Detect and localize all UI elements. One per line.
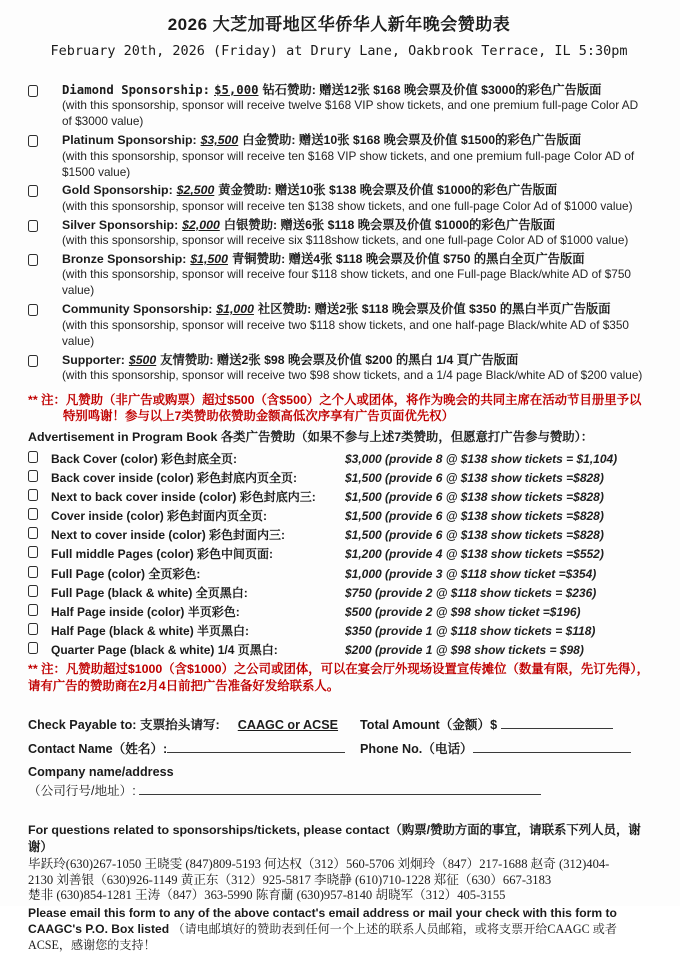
checkbox-cell (28, 217, 62, 249)
ad-option-label: Half Page (black & white) 半页黑白: (51, 623, 250, 638)
note-cochair (28, 392, 650, 425)
sponsorship-checkbox[interactable] (28, 355, 38, 367)
sponsorship-text (62, 182, 650, 214)
ad-option-price: $750 (provide 2 @ $118 show tickets = $236) (345, 585, 597, 600)
sponsorship-checkbox[interactable] (28, 185, 38, 197)
company-address-row (28, 781, 650, 801)
ad-option-checkbox[interactable] (28, 566, 38, 578)
contacts-heading: For questions related to sponsorships/tickets, please contact（购票/赞助方面的事宜，请联系下列人员，谢谢） (28, 823, 641, 855)
sponsorship-benefits-cn: 黄金赞助: 赠送10张 $138 晚会票及价值 $1000的彩色广告版面 (218, 183, 558, 198)
check-payee: CAAGC or ACSE (237, 718, 339, 733)
ad-option-price: $200 (provide 1 @ $98 show tickets = $98) (345, 642, 584, 657)
checkbox-cell (28, 620, 51, 639)
ad-option-price: $1,500 (provide 6 @ $138 show tickets =$828) (345, 528, 604, 543)
sponsorship-checkbox[interactable] (28, 304, 38, 316)
ad-option-row (28, 620, 650, 639)
ad-option-label: Quarter Page (black & white) 1/4 页黑白: (51, 642, 278, 657)
sponsorship-text (62, 217, 650, 249)
ad-option-row (28, 543, 650, 562)
sponsorship-item (28, 301, 650, 349)
sponsorship-name: Gold Sponsorship: (62, 183, 173, 198)
total-amount-label: Total Amount（金额）$ (360, 718, 498, 733)
sponsorship-item (28, 182, 650, 214)
note-booth (28, 661, 650, 694)
sponsorship-item (28, 82, 650, 130)
mailing-instructions (28, 905, 650, 954)
ad-option-row (28, 486, 650, 505)
sponsorship-name: Platinum Sponsorship: (62, 133, 197, 148)
checkbox-cell (28, 505, 51, 524)
ad-option-price: $3,000 (provide 8 @ $138 show tickets = $1,104) (345, 452, 618, 466)
checkbox-cell (28, 251, 62, 299)
sponsorship-item (28, 217, 650, 249)
page-title: 2026 大芝加哥地区华侨华人新年晚会赞助表 (167, 15, 511, 34)
checkbox-cell (28, 132, 62, 180)
sponsorship-item (28, 132, 650, 180)
event-date-location: February 20th, 2026 (Friday) at Drury Lane, Oakbrook Terrace, IL 5:30pm (50, 43, 628, 59)
ad-option-price: $1,500 (provide 6 @ $138 show tickets =$828) (345, 509, 604, 524)
checkbox-cell (28, 467, 51, 486)
ad-option-row (28, 467, 650, 486)
checkbox-cell (28, 639, 51, 658)
sponsorship-price: $500 (128, 352, 157, 367)
sponsorship-heading (62, 251, 650, 267)
sponsorship-price: $2,000 (182, 217, 220, 232)
sponsorship-name: Diamond Sponsorship: (62, 83, 211, 97)
ad-option-price: $350 (provide 1 @ $118 show tickets = $118) (345, 623, 596, 638)
ad-option-row (28, 601, 650, 620)
ad-option-label: Full middle Pages (color) 彩色中间页面: (51, 547, 274, 562)
ad-option-checkbox[interactable] (28, 451, 38, 463)
sponsorship-name: Silver Sponsorship: (62, 217, 179, 232)
ad-option-label: Next to back cover inside (color) 彩色封底内三: (51, 490, 316, 505)
ad-option-checkbox[interactable] (28, 642, 38, 654)
sponsorship-benefits-cn: 社区赞助: 赠送2张 $118 晚会票及价值 $350 的黑白半页广告版面 (257, 302, 611, 317)
sponsorship-detail-en: (with this sponsorship, sponsor will receive ten $168 VIP show tickets, and one premium full-page Color AD of $1500 value) (62, 148, 635, 179)
check-payable-label: Check Payable to: 支票抬头请写: (28, 718, 220, 733)
sponsorship-heading (62, 132, 650, 148)
ad-option-row (28, 639, 650, 658)
contacts-list (28, 857, 650, 904)
sponsorship-heading (62, 301, 650, 317)
sponsorship-price: $2,500 (176, 183, 215, 198)
company-label-en: Company name/address (28, 765, 174, 780)
contact-name-field[interactable] (167, 740, 345, 753)
note-cochair-line2: 特别鸣谢！参与以上7类赞助依赞助金额高低次序享有广告页面优先权） (63, 409, 454, 424)
ad-option-row (28, 524, 650, 543)
sponsorship-name: Bronze Sponsorship: (62, 252, 187, 267)
sponsorship-list (28, 82, 650, 384)
sponsorship-detail-en: (with this sponsorship, sponsor will receive twelve $168 VIP show tickets, and one premium full-page Color AD of $3000 value) (62, 98, 639, 129)
checkbox-cell (28, 543, 51, 562)
sponsorship-benefits-cn: 白银赞助: 赠送6张 $118 晚会票及价值 $1000的彩色广告版面 (223, 217, 556, 232)
ad-option-checkbox[interactable] (28, 546, 38, 558)
contact-phone-line: 毕跃玲(630)267-1050 王晓雯 (847)809-5193 何达权（312）560-5706 刘炯玲（847）217-1688 赵奇 (312)404- (28, 857, 610, 872)
company-label-cn: （公司行号/地址）: (28, 784, 136, 799)
ad-option-price: $1,200 (provide 4 @ $138 show tickets =$552) (345, 547, 604, 562)
sponsorship-benefits-cn: 友情赞助: 赠送2张 $98 晚会票及价值 $200 的黑白 1/4 頁广告版面 (160, 352, 519, 367)
ad-option-label: Next to cover inside (color) 彩色封面内三: (51, 528, 286, 543)
sponsorship-benefits-cn: 白金赞助: 赠送10张 $168 晚会票及价值 $1500的彩色广告版面 (242, 133, 582, 148)
ad-option-checkbox[interactable] (28, 508, 38, 520)
phone-field[interactable] (473, 740, 631, 753)
ad-option-checkbox[interactable] (28, 623, 38, 635)
sponsorship-checkbox[interactable] (28, 254, 38, 266)
sponsorship-text (62, 352, 650, 384)
sponsorship-text (62, 132, 650, 180)
sponsorship-price: $1,000 (216, 302, 254, 317)
sponsorship-heading (62, 217, 650, 233)
sponsorship-price: $3,500 (200, 133, 239, 148)
sponsorship-detail-en: (with this sponsorship, sponsor will receive ten $138 show tickets, and one full-page Color Ad of $1000 value) (62, 198, 633, 213)
sponsorship-price: $5,000 (214, 83, 259, 97)
sponsorship-item (28, 251, 650, 299)
checkbox-cell (28, 82, 62, 130)
sponsorship-heading (62, 82, 650, 98)
sponsorship-detail-en: (with this sponsorship, sponsor will receive six $118show tickets, and one full-page Color AD of $1000 value) (62, 233, 629, 248)
mailing-instructions-cn: （请电邮填好的赞助表到任何一个上述的联系人员邮箱，或将支票开给CAAGC 或者ACSE，感谢您的支持！ (28, 922, 617, 953)
ad-option-label: Back cover inside (color) 彩色封底内页全页: (51, 471, 298, 486)
sponsorship-benefits-cn: 钻石赞助: 赠送12张 $168 晚会票及价值 $3000的彩色广告版面 (262, 83, 602, 97)
ad-option-label: Back Cover (color) 彩色封底全页: (51, 452, 238, 466)
checkbox-cell (28, 486, 51, 505)
ad-option-checkbox[interactable] (28, 585, 38, 597)
ad-section-heading: Advertisement in Program Book 各类广告赞助（如果不参与上述7类赞助，但愿意打广告参与赞助）： (28, 430, 594, 444)
ad-option-label: Full Page (color) 全页彩色: (51, 566, 201, 581)
ad-option-checkbox[interactable] (28, 604, 38, 616)
phone-label: Phone No.（电话） (360, 742, 473, 757)
sponsorship-checkbox[interactable] (28, 135, 38, 147)
mailing-instructions-en: Please email this form to any of the above contact's email address or mail your check with this form to CAAGC's P.O. Box listed (28, 906, 617, 937)
ad-option-label: Full Page (black & white) 全页黑白: (51, 585, 248, 600)
checkbox-cell (28, 448, 51, 467)
checkbox-cell (28, 182, 62, 214)
ad-options-list (28, 448, 650, 658)
sponsorship-name: Supporter: (62, 352, 125, 367)
ad-option-label: Half Page inside (color) 半页彩色: (51, 604, 240, 619)
sponsorship-text (62, 301, 650, 349)
total-amount-field[interactable] (501, 716, 613, 729)
ad-option-label: Cover inside (color) 彩色封面内页全页: (51, 509, 268, 524)
sponsorship-checkbox[interactable] (28, 85, 38, 97)
ad-option-row (28, 505, 650, 524)
checkbox-cell (28, 352, 62, 384)
sponsorship-heading (62, 182, 650, 198)
checkbox-cell (28, 601, 51, 620)
sponsorship-detail-en: (with this sponsorship, sponsor will receive four $118 show tickets, and one Full-page Black/white AD of $750 value) (62, 267, 631, 298)
ad-option-row (28, 448, 650, 467)
sponsorship-heading (62, 352, 650, 368)
contact-name-label: Contact Name（姓名）: (28, 742, 168, 757)
contact-phone-line: 2130 刘善银（630)926-1149 黄正东（312）925-5817 李晓静 (610)710-1228 郑征（630）667-3183 (28, 872, 552, 887)
ad-option-price: $1,000 (provide 3 @ $118 show ticket =$354) (345, 566, 597, 581)
contact-phone-line: 楚非 (630)854-1281 王涛（847）363-5990 陈育蘭 (630)957-8140 胡晓军（312）405-3155 (28, 888, 506, 903)
payment-section (28, 716, 650, 801)
checkbox-cell (28, 563, 51, 582)
ad-option-checkbox[interactable] (28, 489, 38, 501)
ad-option-checkbox[interactable] (28, 470, 38, 482)
ad-option-checkbox[interactable] (28, 527, 38, 539)
check-payable-row (28, 716, 650, 735)
sponsorship-price: $1,500 (190, 252, 228, 267)
ad-option-price: $500 (provide 2 @ $98 show ticket =$196) (345, 604, 581, 619)
note-booth-line1: ** 注：凡赞助超过$1000（含$1000）之公司或团体，可以在宴会厅外现场设置宣传摊位（数量有限，先订先得）， (28, 662, 649, 677)
sponsorship-checkbox[interactable] (28, 220, 38, 232)
checkbox-cell (28, 301, 62, 349)
ad-option-row (28, 563, 650, 582)
company-address-field[interactable] (139, 782, 541, 795)
contact-name-row (28, 740, 650, 759)
sponsorship-text (62, 251, 650, 299)
ad-option-row (28, 582, 650, 601)
ad-option-price: $1,500 (provide 6 @ $138 show tickets =$828) (345, 471, 604, 486)
note-cochair-line1: ** 注：凡赞助（非广告或购票）超过$500（含$500）之个人或团体，将作为晚会的共同主席在活动节目册里予以 (28, 392, 642, 407)
sponsorship-benefits-cn: 青铜赞助: 赠送4张 $118 晚会票及价值 $750 的黑白全页广告版面 (231, 252, 585, 267)
sponsorship-detail-en: (with this sponsorship, sponsor will receive two $118 show tickets, and one half-page Black/white AD of $350 value) (62, 317, 629, 348)
sponsorship-text (62, 82, 650, 130)
checkbox-cell (28, 582, 51, 601)
checkbox-cell (28, 524, 51, 543)
note-booth-line2: 请有广告的赞助商在2月4日前把广告准备好发给联系人。 (28, 678, 340, 693)
sponsorship-detail-en: (with this sponsorship, sponsor will receive two $98 show tickets, and a 1/4 page Black/white AD of $200 value) (62, 367, 643, 382)
sponsorship-item (28, 352, 650, 384)
ad-option-price: $1,500 (provide 6 @ $138 show tickets =$828) (345, 490, 604, 505)
sponsorship-name: Community Sponsorship: (62, 302, 213, 317)
